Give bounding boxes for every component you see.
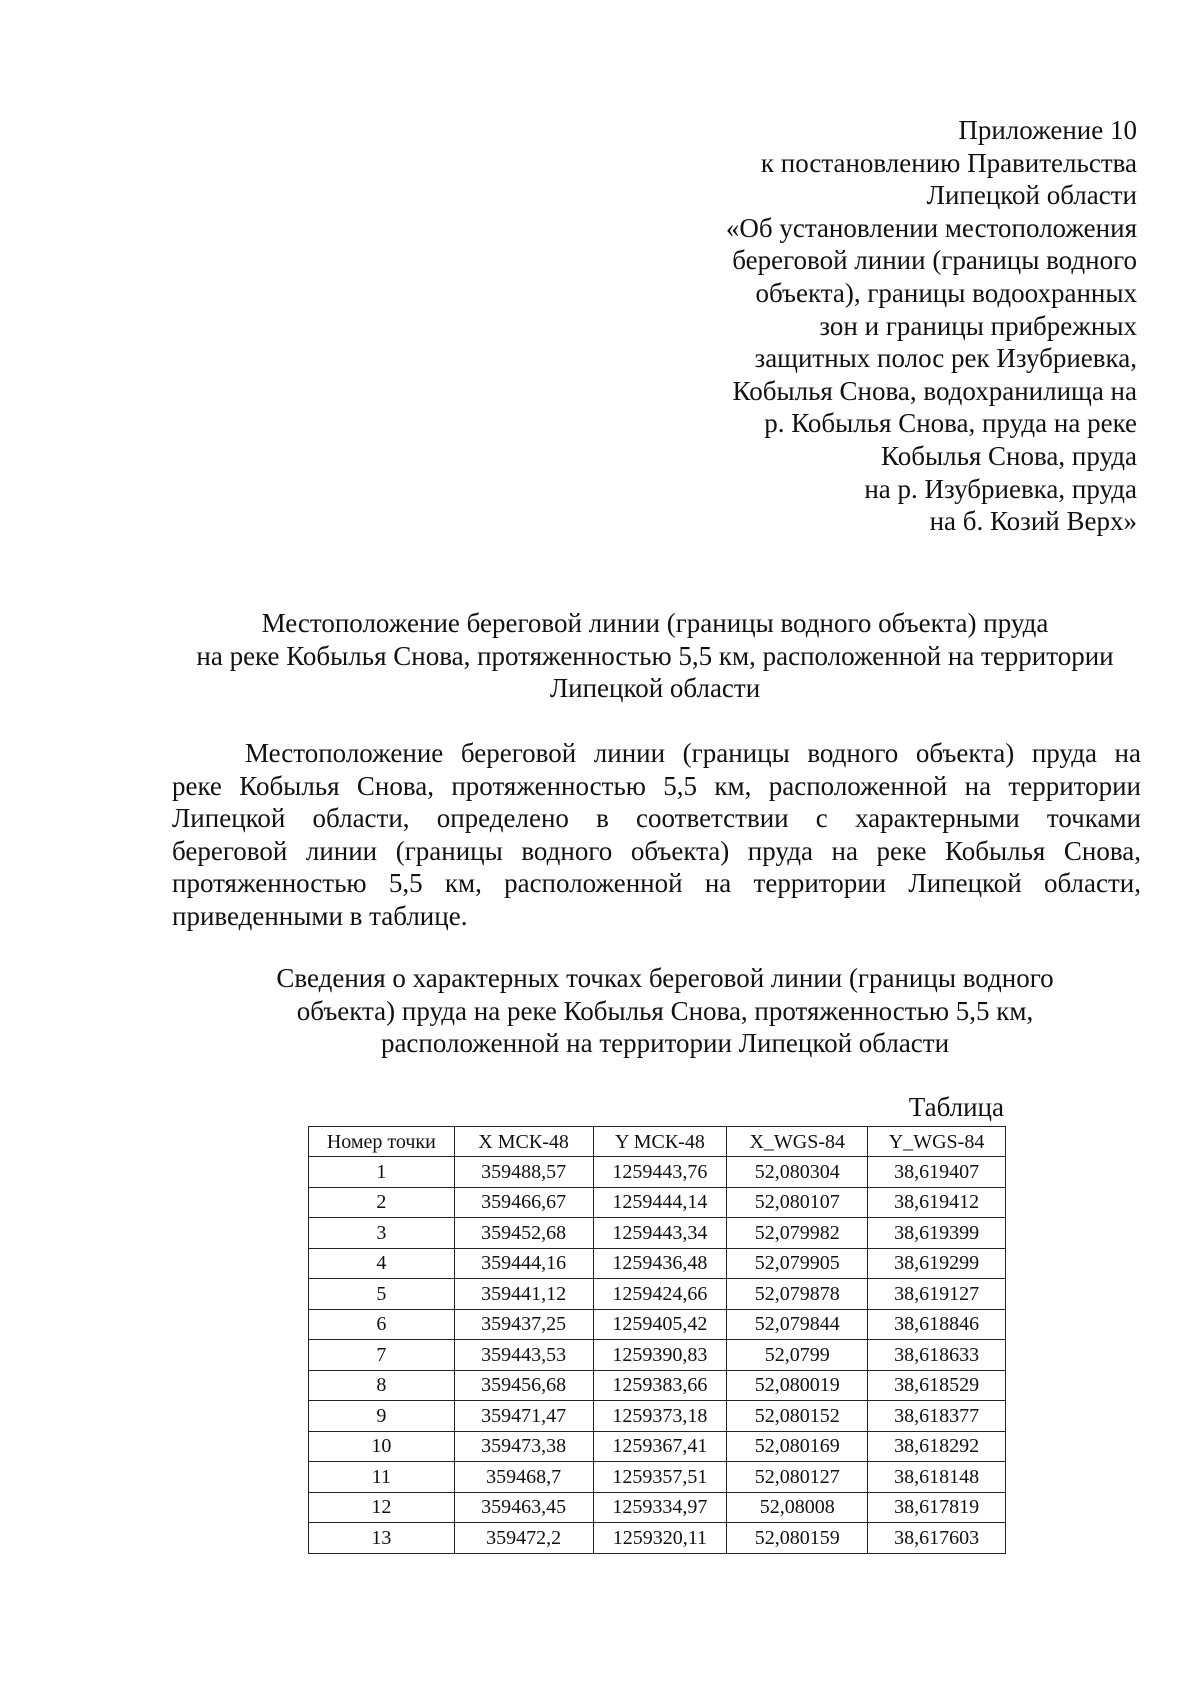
cell-x-msk48: 359441,12	[454, 1279, 593, 1310]
appendix-line: объекта), границы водоохранных	[755, 277, 1137, 308]
cell-x-msk48: 359466,67	[454, 1187, 593, 1218]
table-header	[309, 1127, 1006, 1157]
cell-y-wgs84: 38,617819	[868, 1492, 1006, 1523]
table-row	[309, 1523, 1006, 1554]
cell-y-wgs84: 38,618377	[868, 1401, 1006, 1432]
cell-y-wgs84: 38,618292	[868, 1431, 1006, 1462]
title-line: на реке Кобылья Снова, протяженностью 5,5 км, расположенной на территории	[196, 640, 1114, 671]
cell-point-number: 12	[309, 1492, 455, 1523]
table-row	[309, 1492, 1006, 1523]
cell-y-wgs84: 38,618633	[868, 1340, 1006, 1371]
cell-y-msk48: 1259383,66	[593, 1370, 727, 1401]
table-row	[309, 1187, 1006, 1218]
cell-x-wgs84: 52,080169	[727, 1431, 868, 1462]
cell-x-wgs84: 52,079844	[727, 1309, 868, 1340]
header-x-msk48: X МСК-48	[454, 1127, 593, 1157]
paragraph-line: реке Кобылья Снова, протяженностью 5,5 км, расположенной на территории	[172, 770, 1141, 801]
cell-x-msk48: 359452,68	[454, 1218, 593, 1249]
appendix-line: береговой линии (границы водного	[732, 245, 1137, 276]
table-row	[309, 1401, 1006, 1432]
appendix-header	[617, 114, 1137, 538]
appendix-line: на б. Козий Верх»	[929, 506, 1137, 537]
cell-y-msk48: 1259357,51	[593, 1462, 727, 1493]
cell-point-number: 7	[309, 1340, 455, 1371]
cell-x-wgs84: 52,080019	[727, 1370, 868, 1401]
appendix-line: Липецкой области	[926, 180, 1137, 211]
table-title	[215, 962, 1115, 1060]
appendix-line: защитных полос рек Изубриевка,	[754, 343, 1137, 374]
cell-point-number: 13	[309, 1523, 455, 1554]
appendix-line: на р. Изубриевка, пруда	[864, 473, 1137, 504]
paragraph-line: приведенными в таблице.	[172, 900, 468, 931]
cell-y-wgs84: 38,617603	[868, 1523, 1006, 1554]
cell-x-wgs84: 52,0799	[727, 1340, 868, 1371]
document-title	[170, 607, 1140, 705]
cell-x-msk48: 359437,25	[454, 1309, 593, 1340]
appendix-line: к постановлению Правительства	[760, 147, 1137, 178]
cell-y-msk48: 1259424,66	[593, 1279, 727, 1310]
table-row	[309, 1248, 1006, 1279]
cell-y-msk48: 1259320,11	[593, 1523, 727, 1554]
appendix-line: Кобылья Снова, пруда	[881, 440, 1137, 471]
cell-point-number: 1	[309, 1157, 455, 1188]
cell-y-msk48: 1259367,41	[593, 1431, 727, 1462]
header-y-msk48: Y МСК-48	[593, 1127, 727, 1157]
coordinates-table	[308, 1126, 1006, 1554]
cell-x-wgs84: 52,080159	[727, 1523, 868, 1554]
cell-x-wgs84: 52,079905	[727, 1248, 868, 1279]
appendix-line: зон и границы прибрежных	[819, 310, 1137, 341]
cell-x-msk48: 359463,45	[454, 1492, 593, 1523]
cell-x-msk48: 359473,38	[454, 1431, 593, 1462]
cell-y-msk48: 1259443,34	[593, 1218, 727, 1249]
cell-point-number: 8	[309, 1370, 455, 1401]
cell-point-number: 5	[309, 1279, 455, 1310]
cell-y-msk48: 1259444,14	[593, 1187, 727, 1218]
title-line: Липецкой области	[549, 673, 761, 703]
table-row	[309, 1462, 1006, 1493]
cell-x-wgs84: 52,080127	[727, 1462, 868, 1493]
table-caption: Таблица	[908, 1092, 1004, 1122]
cell-y-wgs84: 38,618846	[868, 1309, 1006, 1340]
cell-x-wgs84: 52,080107	[727, 1187, 868, 1218]
body-paragraph	[172, 737, 1141, 933]
header-point-number: Номер точки	[309, 1127, 455, 1157]
cell-x-msk48: 359488,57	[454, 1157, 593, 1188]
cell-y-msk48: 1259405,42	[593, 1309, 727, 1340]
cell-x-wgs84: 52,080304	[727, 1157, 868, 1188]
appendix-line: р. Кобылья Снова, пруда на реке	[764, 408, 1137, 439]
paragraph-line: Липецкой области, определено в соответствии с характерными точками	[172, 803, 1141, 834]
cell-point-number: 3	[309, 1218, 455, 1249]
table-row	[309, 1218, 1006, 1249]
cell-y-wgs84: 38,618148	[868, 1462, 1006, 1493]
subtitle-line: Сведения о характерных точках береговой линии (границы водного	[276, 963, 1054, 993]
cell-y-wgs84: 38,619407	[868, 1157, 1006, 1188]
table-row	[309, 1309, 1006, 1340]
cell-point-number: 11	[309, 1462, 455, 1493]
cell-y-msk48: 1259436,48	[593, 1248, 727, 1279]
cell-point-number: 9	[309, 1401, 455, 1432]
cell-y-msk48: 1259373,18	[593, 1401, 727, 1432]
cell-y-wgs84: 38,619412	[868, 1187, 1006, 1218]
table-row	[309, 1370, 1006, 1401]
cell-x-msk48: 359443,53	[454, 1340, 593, 1371]
table-header-row	[309, 1127, 1006, 1157]
paragraph-line: береговой линии (границы водного объекта) пруда на реке Кобылья Снова,	[172, 835, 1141, 866]
cell-y-msk48: 1259334,97	[593, 1492, 727, 1523]
table-row	[309, 1431, 1006, 1462]
cell-x-msk48: 359456,68	[454, 1370, 593, 1401]
cell-point-number: 6	[309, 1309, 455, 1340]
cell-point-number: 10	[309, 1431, 455, 1462]
cell-y-wgs84: 38,619127	[868, 1279, 1006, 1310]
appendix-line: Кобылья Снова, водохранилища на	[732, 375, 1137, 406]
cell-y-msk48: 1259390,83	[593, 1340, 727, 1371]
subtitle-line: расположенной на территории Липецкой области	[380, 1028, 950, 1059]
subtitle-line: объекта) пруда на реке Кобылья Снова, протяженностью 5,5 км,	[296, 995, 1034, 1026]
appendix-line: Приложение 10	[958, 115, 1137, 145]
cell-x-wgs84: 52,079878	[727, 1279, 868, 1310]
cell-x-msk48: 359471,47	[454, 1401, 593, 1432]
header-y-wgs84: Y_WGS-84	[868, 1127, 1006, 1157]
table-row	[309, 1340, 1006, 1371]
title-line: Местоположение береговой линии (границы водного объекта) пруда	[261, 608, 1049, 638]
table-row	[309, 1279, 1006, 1310]
paragraph-line: протяженностью 5,5 км, расположенной на территории Липецкой области,	[172, 868, 1141, 899]
cell-x-msk48: 359472,2	[454, 1523, 593, 1554]
cell-x-wgs84: 52,080152	[727, 1401, 868, 1432]
cell-y-wgs84: 38,618529	[868, 1370, 1006, 1401]
paragraph-line: Местоположение береговой линии (границы водного объекта) пруда на	[245, 738, 1141, 768]
cell-y-wgs84: 38,619399	[868, 1218, 1006, 1249]
cell-y-msk48: 1259443,76	[593, 1157, 727, 1188]
table-row	[309, 1157, 1006, 1188]
appendix-line: «Об установлении местоположения	[725, 212, 1137, 243]
cell-x-msk48: 359468,7	[454, 1462, 593, 1493]
cell-point-number: 4	[309, 1248, 455, 1279]
table-body	[309, 1157, 1006, 1554]
cell-point-number: 2	[309, 1187, 455, 1218]
cell-x-wgs84: 52,079982	[727, 1218, 868, 1249]
cell-x-wgs84: 52,08008	[727, 1492, 868, 1523]
cell-x-msk48: 359444,16	[454, 1248, 593, 1279]
cell-y-wgs84: 38,619299	[868, 1248, 1006, 1279]
header-x-wgs84: X_WGS-84	[727, 1127, 868, 1157]
